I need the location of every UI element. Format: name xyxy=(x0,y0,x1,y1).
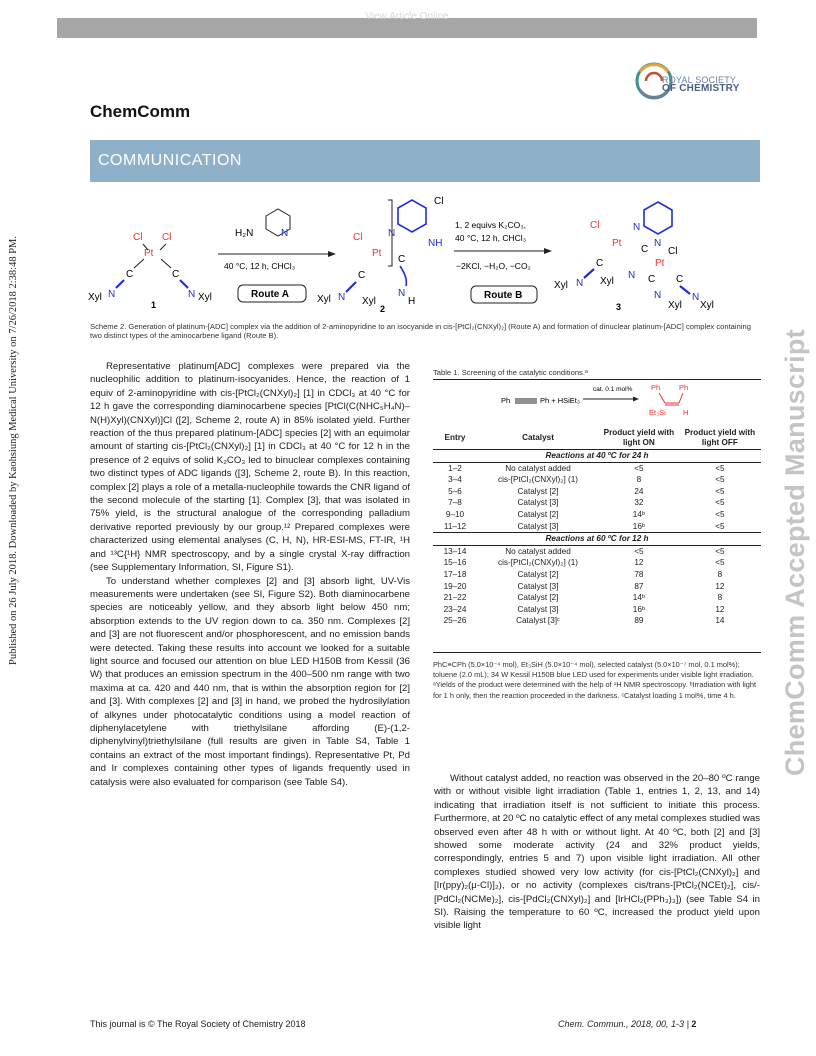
cell-catalyst: Catalyst [3] xyxy=(517,521,559,531)
page-number: 2 xyxy=(691,1019,697,1029)
cell-light-off: 12 xyxy=(715,581,725,591)
top-bar-text[interactable]: View Article Online xyxy=(365,11,449,22)
table-notes: PhC≡CPh (5.0×10⁻⁴ mol), Et₃SiH (5.0×10⁻⁴ mol), selected catalyst (5.0×10⁻⁷ mol, 0.1 mol%); toluene (2.0 mL); 34 W Kessil H150B blue LED used for experiments under visible light irradiation. ᵃYields of the product were determined with the help of ¹H NMR spectroscopy. ᵇIrradiation with light for 1 h only, then the reaction proceeded in the darkness. ᶜCatalyst loading 1 mol%, time 4 h. xyxy=(433,660,757,700)
atom-n: N xyxy=(398,288,406,299)
scheme-2-diagram xyxy=(88,196,764,316)
prod-si: Et₃Si xyxy=(649,408,666,417)
atom-n: N xyxy=(338,292,346,303)
prod-ph: Ph xyxy=(679,383,689,392)
cell-light-off: <5 xyxy=(715,463,725,473)
cell-light-off: <5 xyxy=(715,558,725,568)
label-2: 2 xyxy=(380,304,386,314)
group-label: Reactions at 60 ºC for 12 h xyxy=(433,533,761,546)
atom-cl: Cl xyxy=(133,232,143,243)
table-row xyxy=(433,615,761,627)
atom-pt: Pt xyxy=(655,258,665,269)
cond-b1: 1, 2 equivs K₂CO₃, xyxy=(455,220,527,230)
cell-entry: 1–2 xyxy=(448,463,462,473)
cell-light-on: 16ᵇ xyxy=(632,521,645,531)
reagent-amine: H₂N xyxy=(235,228,254,239)
cell-light-on: 14ᵇ xyxy=(632,593,645,603)
cell-catalyst: cis-[PtCl₂(CNXyl)₂] (1) xyxy=(497,558,579,568)
table-row xyxy=(433,497,761,509)
atom-n: N xyxy=(654,290,662,301)
eq-right: Ph + HSiEt₃ xyxy=(540,396,580,405)
cell-catalyst: Catalyst [2] xyxy=(517,486,559,496)
xyl: Xyl xyxy=(668,300,682,311)
cell-light-on: 14ᵇ xyxy=(632,509,645,519)
cell-light-off: 12 xyxy=(715,604,725,614)
route-b-label: Route B xyxy=(484,290,523,301)
cell-light-off: 8 xyxy=(717,593,723,603)
prod-h: H xyxy=(683,408,689,417)
cell-light-off: <5 xyxy=(715,521,725,531)
cell-catalyst: Catalyst [3]ᶜ xyxy=(516,616,560,626)
xyl: Xyl xyxy=(600,276,614,287)
atom-cl: Cl xyxy=(668,246,678,257)
table-row xyxy=(433,592,761,604)
atom-c: C xyxy=(648,274,656,285)
eq-cat: cat. 0.1 mol% xyxy=(593,386,633,393)
atom-n: N xyxy=(108,289,116,300)
rsc-logo-text xyxy=(662,76,740,93)
table-caption: Table 1. Screening of the catalytic conditions.ᵃ xyxy=(433,368,588,377)
route-a-label: Route A xyxy=(251,289,289,300)
atom-n: N xyxy=(692,292,700,303)
right-column xyxy=(434,772,760,933)
publication-sidebar xyxy=(4,210,24,670)
body-paragraph: Without catalyst added, no reaction was observed in the 20–80 ºC range with or without visible light irradiation (Table 1, entries 1, 2, 13, and 14) indicating that irradiation itself is not sufficient to initiate this process. Furthermore, at 20 ºC no catalytic effect of any metal complexes studied was observed even after 48 h with or without light. At 40 ºC, both [2] and [3] showed some moderate activity (24 and 32% product yields, correspondingly, entries 5 and 7) upon visible light irradiation. All other complexes studied showed very low activity (for cis-[PtCl₂(CNXyl)₂] and [Ir(ppy)₂(μ-Cl)]₂), or no activity (complexes cis/trans-[PtCl₂(NCEt)₂], cis/-[PdCl₂(NCMe)₂], cis-[PdCl₂(CNXyl)₂] and [IrHCl₂(PPh₃)₃]) (see Table S4 in SI). Raising the temperature to 60 ºC, increased the product yield upon visible light xyxy=(434,773,760,932)
cell-light-on: 87 xyxy=(634,581,644,591)
compound-1 xyxy=(88,232,212,310)
atom-cl: Cl xyxy=(434,196,444,207)
group-row xyxy=(433,450,761,463)
prod-ph: Ph xyxy=(651,383,661,392)
section-label: COMMUNICATION xyxy=(98,152,242,169)
atom-cl: Cl xyxy=(590,220,600,231)
watermark-text: ChemComm Accepted Manuscript xyxy=(780,329,810,776)
cell-catalyst: Catalyst [3] xyxy=(517,604,559,614)
top-bar xyxy=(57,11,757,38)
atom-pt: Pt xyxy=(612,238,622,249)
cell-entry: 15–16 xyxy=(443,558,467,568)
body-paragraph: Representative platinum[ADC] complexes were prepared via the nucleophilic addition to platinum-isocyanides. Hence, the reaction of 1 equiv of 2-aminopyridine with cis-[PtCl₂(CNXyl)₂] [1] in CDCl₃ at 40 °C for 12 h gave the corresponding diaminocarbene species [PtCl(C(NHC₅H₄N)–N(H)Xyl)(CNXyl)]Cl ([2], Scheme 2, route A) in 85% isolated yield. Further reaction of the thus prepared platinum-[ADC] species [2] with an equimolar amount of starting cis-[PtCl₂(CNXyl)₂] [1] in CDCl₃ at 40 °C for 12 h in the presence of 2 equivs of solid K₂CO₃ led to binuclear complexes containing two distinct types of ADC ligands ([3], Scheme 2, route B). In this reaction, complex [2] plays a role of a metalla-nucleophile towards the CNR ligand of the second molecule of the starting [1]. Complex [3], that was isolated in 75% yield, is the structural analogue of the corresponding palladium derivative reported previously by our group.¹² Prepared complexes were characterized using elemental analyses (C, H, N), HR-ESI-MS, FT-IR, ¹H and ¹³C{¹H} NMR spectroscopy, and by a single crystal X-ray diffraction (see Supplementary Information, SI, Figure S1). xyxy=(90,361,410,574)
cell-entry: 13–14 xyxy=(443,546,467,556)
cell-entry: 25–26 xyxy=(443,616,467,626)
route-a xyxy=(218,209,336,302)
cell-entry: 11–12 xyxy=(443,521,467,531)
atom-c: C xyxy=(641,244,649,255)
cell-catalyst: No catalyst added xyxy=(505,546,571,556)
table-bottom-rule xyxy=(433,652,761,653)
cell-catalyst: No catalyst added xyxy=(505,463,571,473)
cell-light-on: 24 xyxy=(634,486,644,496)
cell-light-off: 14 xyxy=(715,616,725,626)
atom-n: N xyxy=(654,238,662,249)
table-header-row xyxy=(433,426,761,450)
atom-c: C xyxy=(126,269,134,280)
atom-pt: Pt xyxy=(372,248,382,259)
table-row xyxy=(433,581,761,593)
table-row xyxy=(433,557,761,569)
atom-c: C xyxy=(596,258,604,269)
xyl: Xyl xyxy=(317,294,331,305)
cell-light-on: 32 xyxy=(634,498,644,508)
table-row xyxy=(433,604,761,616)
cell-catalyst: Catalyst [2] xyxy=(517,593,559,603)
left-column xyxy=(90,360,410,789)
table-row xyxy=(433,545,761,557)
table-row xyxy=(433,569,761,581)
cell-catalyst: Catalyst [2] xyxy=(517,569,559,579)
col-light-on: Product yield with light ON xyxy=(599,426,679,450)
cell-entry: 9–10 xyxy=(445,509,465,519)
atom-n: N xyxy=(188,289,196,300)
scheme-caption: Scheme 2. Generation of platinum-[ADC] complex via the addition of 2-aminopyridine to an isocyanide in cis-[PtCl₂(CNXyl)₂] (Route A) and formation of dinuclear platinum-[ADC] complex containing two distinct types of the aminocarbene ligand (Route B). xyxy=(90,322,751,340)
atom-h: H xyxy=(408,296,416,307)
cell-catalyst: cis-[PtCl₂(CNXyl)₂] (1) xyxy=(497,475,579,485)
atom-n: N xyxy=(628,270,636,281)
cell-light-off: <5 xyxy=(715,509,725,519)
cell-light-on: <5 xyxy=(634,546,644,556)
atom-pt: Pt xyxy=(144,248,154,259)
cond-b2: 40 °C, 12 h, CHCl₃ xyxy=(455,233,527,243)
compound-3 xyxy=(554,202,714,312)
col-light-off: Product yield with light OFF xyxy=(679,426,761,450)
cell-light-off: 8 xyxy=(717,569,723,579)
footer-copyright: This journal is © The Royal Society of Chemistry 2018 xyxy=(90,1019,306,1029)
cell-light-on: 12 xyxy=(634,558,644,568)
atom-cl: Cl xyxy=(162,232,172,243)
footer-citation: Chem. Commun., 2018, 00, 1-3 | 2 xyxy=(558,1019,697,1029)
cell-light-off: <5 xyxy=(715,498,725,508)
atom-nh: NH xyxy=(428,238,443,249)
cell-entry: 19–20 xyxy=(443,581,467,591)
cell-light-on: 89 xyxy=(634,616,644,626)
reaction-equation xyxy=(433,381,761,421)
table-row xyxy=(433,509,761,521)
atom-cl: Cl xyxy=(353,232,363,243)
screening-table xyxy=(433,426,761,627)
table-top-rule xyxy=(433,379,761,380)
journal-title: ChemComm xyxy=(90,102,191,121)
xyl: Xyl xyxy=(362,296,376,307)
cell-entry: 23–24 xyxy=(443,604,467,614)
atom-c: C xyxy=(172,269,180,280)
section-banner xyxy=(90,140,760,182)
atom-n: N xyxy=(576,278,584,289)
col-entry: Entry xyxy=(433,426,477,450)
table-row xyxy=(433,521,761,533)
cell-catalyst: Catalyst [3] xyxy=(517,581,559,591)
cell-entry: 5–6 xyxy=(448,486,462,496)
atom-n: N xyxy=(281,228,289,239)
xyl: Xyl xyxy=(700,300,714,311)
table-row xyxy=(433,474,761,486)
cell-entry: 3–4 xyxy=(448,475,462,485)
xyl: Xyl xyxy=(198,292,212,303)
cell-light-off: <5 xyxy=(715,546,725,556)
cell-light-on: 78 xyxy=(634,569,644,579)
xyl: Xyl xyxy=(554,280,568,291)
atom-c: C xyxy=(676,274,684,285)
cell-entry: 17–18 xyxy=(443,569,467,579)
xyl: Xyl xyxy=(88,292,102,303)
cell-catalyst: Catalyst [2] xyxy=(517,509,559,519)
cell-light-off: <5 xyxy=(715,475,725,485)
group-row xyxy=(433,533,761,546)
table-1 xyxy=(433,381,761,627)
cell-light-on: 16ᵇ xyxy=(632,604,645,614)
logo-line2: OF CHEMISTRY xyxy=(662,83,740,94)
atom-c: C xyxy=(358,270,366,281)
label-1: 1 xyxy=(151,300,157,310)
compound-2 xyxy=(317,196,443,314)
cond-a: 40 °C, 12 h, CHCl₃ xyxy=(224,261,296,271)
atom-n: N xyxy=(388,228,396,239)
accepted-manuscript-watermark xyxy=(775,280,815,780)
cell-light-on: <5 xyxy=(634,463,644,473)
eq-left: Ph xyxy=(501,396,511,405)
cond-b3: −2KCl, −H₂O, −CO₂ xyxy=(456,261,531,271)
atom-n: N xyxy=(633,222,641,233)
cell-catalyst: Catalyst [3] xyxy=(517,498,559,508)
group-label: Reactions at 40 ºC for 24 h xyxy=(433,450,761,463)
publication-note[interactable]: Published on 26 July 2018. Downloaded by Kaohsiung Medical University on 7/26/2018 2:38:48 PM. xyxy=(8,235,19,665)
cell-light-on: 8 xyxy=(636,475,642,485)
table-row xyxy=(433,462,761,474)
col-catalyst: Catalyst xyxy=(477,426,599,450)
table-row xyxy=(433,486,761,498)
label-3: 3 xyxy=(616,302,622,312)
cell-light-off: <5 xyxy=(715,486,725,496)
cell-entry: 21–22 xyxy=(443,593,467,603)
logo-line1: ROYAL SOCIETY xyxy=(662,75,737,85)
route-b xyxy=(454,220,552,303)
atom-c: C xyxy=(398,254,406,265)
cell-entry: 7–8 xyxy=(448,498,462,508)
body-paragraph: To understand whether complexes [2] and [3] absorb light, UV-Vis measurements were undertaken (see SI, Figure S2). Both diaminocarbene species are noticeably yellow, and they absorb light below 450 nm; absorption extends to the UV region down to ca. 350 nm. Complexes [2] and [3] are not fluorescent and/or phosphorescent, and no emission bands were detected. Taking these results into account we looked for a suitable light source and focused our attention on blue LED H150B from Kessil (36 W) that produces an emission spectrum in the 400–500 nm range with two maxima at ca. 420 and 440 nm, that is within the absorption region for [2] and [3]. With complexes [2] and [3] in hand, we probed the hydrosilylation of alkynes under photocatalytic conditions using a model reaction of diphenylacetylene with triethylsilane affording (E)-(1,2-diphenylvinyl)triethylsilane (full results are given in Table S4, Table 1 contains an extract of the most important findings). Representative Pt, Pd and Ir complexes containing other types of ligands frequently used in catalysis were also evaluated for comparison (see Table S4). xyxy=(90,575,410,788)
